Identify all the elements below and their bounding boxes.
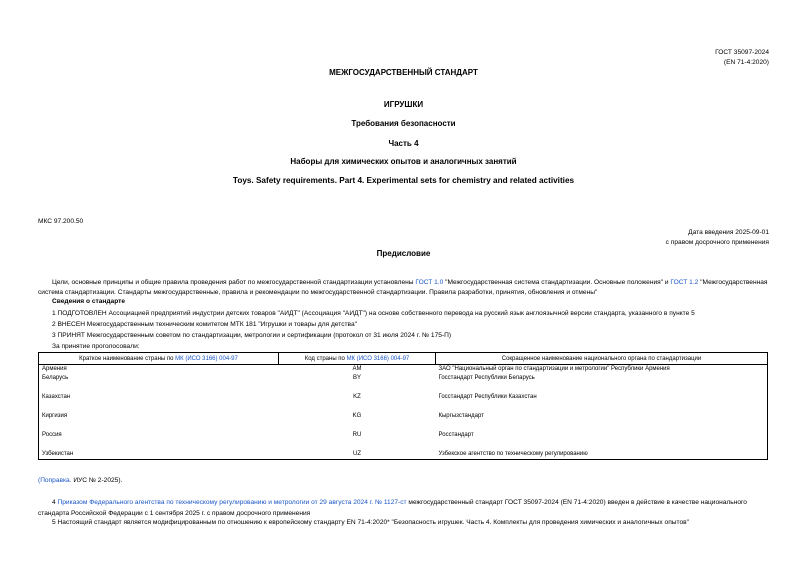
column-header-code <box>279 353 436 365</box>
table-row <box>39 431 768 450</box>
voting-countries-table <box>38 352 768 460</box>
cell-code: KG <box>352 412 362 419</box>
cell-code: BY <box>352 374 361 381</box>
preface-heading: Предисловие <box>376 249 431 258</box>
cell-body: Госстандарт Республики Казахстан <box>438 393 537 400</box>
document-subtitle: Требования безопасности <box>351 119 456 128</box>
intro-text-1: Цели, основные принципы и общие правила проведения работ по межгосударственной стандартизации установлены <box>52 279 414 286</box>
cell-code: RU <box>352 431 362 438</box>
cell-code: KZ <box>353 393 361 400</box>
mk-iso-3166-link[interactable]: МК (ИСО 3166) 004-97 <box>175 355 238 362</box>
info-item-submitted: 2 ВНЕСЕН Межгосударственным техническим комитетом МТК 181 "Игрушки и товары для детства" <box>52 321 357 328</box>
table-row <box>39 374 768 393</box>
early-application-note: с правом досрочного применения <box>665 239 769 246</box>
order-link[interactable]: Приказом Федерального агентства по техническому регулированию и метрологии от 29 августа 2024 г. № 1127-ст <box>57 499 407 506</box>
item4-prefix: 4 <box>52 499 58 506</box>
gost-1-0-link[interactable]: ГОСТ 1.0 <box>415 279 444 286</box>
gost-1-2-link[interactable]: ГОСТ 1.2 <box>670 279 699 286</box>
gost-code: ГОСТ 35097-2024 <box>715 49 769 56</box>
cell-country: Казахстан <box>42 393 71 400</box>
document-code-block <box>715 48 769 68</box>
en-code: (EN 71-4:2020) <box>723 59 769 66</box>
cell-code: AM <box>352 366 362 372</box>
english-title: Toys. Safety requirements. Part 4. Experimental sets for chemistry and related activities <box>232 176 575 185</box>
preface-intro-paragraph <box>38 278 769 298</box>
correction-link[interactable]: (Поправка. <box>38 477 72 484</box>
voted-label: За принятие проголосовали: <box>52 343 140 350</box>
table-row <box>39 450 768 460</box>
standard-type-title: МЕЖГОСУДАРСТВЕННЫЙ СТАНДАРТ <box>329 68 478 77</box>
introduction-date: Дата введения 2025-09-01 <box>688 229 769 236</box>
info-item-enacted <box>38 497 769 519</box>
intro-text-2: "Межгосударственная система стандартизации. Основные положения" и <box>445 279 669 286</box>
info-item-adopted: 3 ПРИНЯТ Межгосударственным советом по стандартизации, метрологии и сертификации (протокол от 31 июля 2024 г. № 175-П) <box>52 332 452 339</box>
cell-body: Росстандарт <box>438 431 474 438</box>
correction-note <box>38 477 122 484</box>
column-header-code-text: Код страны по <box>304 355 347 362</box>
intro-text-3: "Межгосударственная система стандартизации. Стандарты межгосударственные, правила и рекомендации по межгосударственной стандартизации. Правила разработки, принятия, обновления и отмены" <box>38 279 768 296</box>
mks-code: МКС 97.200.50 <box>38 218 84 225</box>
cell-body: Кыргызстандарт <box>438 412 484 419</box>
standard-info-heading: Сведения о стандарте <box>52 298 126 305</box>
document-part-title: Наборы для химических опытов и аналогичных занятий <box>290 157 517 166</box>
info-item-prepared: 1 ПОДГОТОВЛЕН Ассоциацией предприятий индустрии детских товаров "АИДТ" (Ассоциация "АИДТ") на основе собственного перевода на русский язык англоязычной версии стандарта, указанного в пункте 5 <box>52 310 695 317</box>
cell-country: Киргизия <box>42 412 68 419</box>
table-header-row <box>39 353 768 365</box>
correction-text: ИУС № 2-2025). <box>71 477 123 484</box>
cell-country: Узбекистан <box>42 450 74 457</box>
info-item-modified: 5 Настоящий стандарт является модифицированным по отношению к европейскому стандарту EN 71-4:2020* "Безопасность игрушек. Часть 4. Комплекты для проведения химических и аналогичных опытов" <box>52 519 689 526</box>
document-part: Часть 4 <box>388 139 419 148</box>
cell-body: Госстандарт Республики Беларусь <box>438 374 535 381</box>
column-header-country <box>39 353 279 365</box>
cell-country: Армения <box>42 366 67 372</box>
table-row <box>39 393 768 412</box>
cell-code: UZ <box>353 450 361 457</box>
column-header-body: Сокращенное наименование национального органа по стандартизации <box>436 353 768 365</box>
cell-country: Беларусь <box>42 374 69 381</box>
mk-iso-3166-link[interactable]: МК (ИСО 3166) 004-97 <box>346 355 410 362</box>
column-header-country-text: Краткое наименование страны по <box>79 355 176 362</box>
item4-text: межгосударственный стандарт ГОСТ 35097-2024 (EN 71-4:2020) введен в действие в качестве национального стандарта Российской Федерации с 1 сентября 2025 г. с правом досрочного применения <box>38 499 747 517</box>
introduction-date-block <box>666 228 769 248</box>
document-title: ИГРУШКИ <box>383 100 424 109</box>
cell-body: Узбекское агентство по техническому регулированию <box>438 450 588 457</box>
cell-body: ЗАО "Национальный орган по стандартизации и метрологии" Республики Армения <box>438 366 670 372</box>
table-row <box>39 412 768 431</box>
cell-country: Россия <box>42 431 62 438</box>
table-row <box>39 365 768 374</box>
